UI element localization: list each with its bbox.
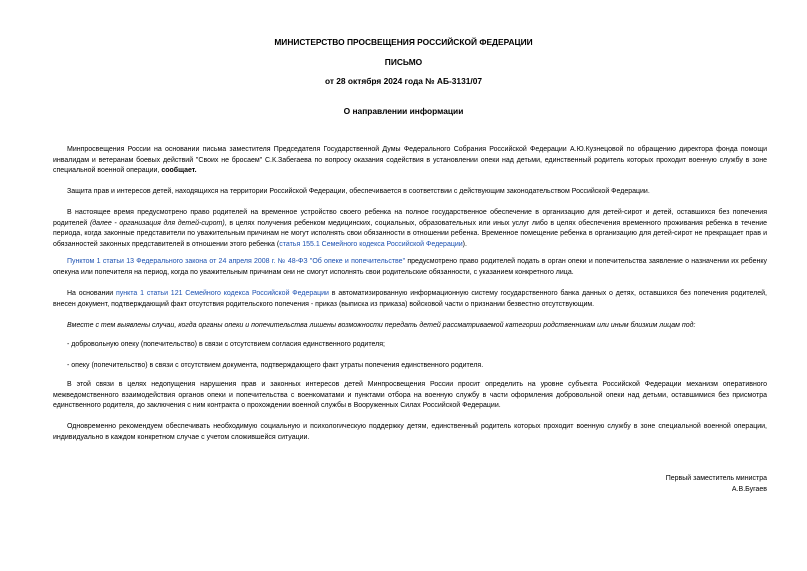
- signature-position: Первый заместитель министра: [665, 475, 767, 482]
- p3-italic: (далее - организация для детей-сирот): [89, 219, 225, 227]
- p3-text-a: В настоящее время предусмотрено право родителей на временное устройство своего ребенка на полное государственное обеспечение в организацию для детей-сирот и детей, оставшихся без попечения родителей: [53, 209, 767, 227]
- paragraph-cases-identified: Вместе с тем выявлены случаи, когда органы опеки и попечительства лишены возможности передать детей рассматриваемой категории родственникам или иным близким лицам под:: [67, 322, 696, 329]
- paragraph-temporary-placement: [53, 208, 767, 250]
- paragraph-protection: Защита прав и интересов детей, находящихся на территории Российской Федерации, обеспечивается в соответствии с действующим законодательством Российской Федерации.: [67, 188, 650, 195]
- paragraph-federal-law: [53, 257, 767, 278]
- p3-text-c: ).: [462, 240, 467, 248]
- p3-text-b: , в целях получения ребенком медицинских, социальных, образовательных или иных услуг либо в целях обеспечения временного проживания ребенка в течение периода, когда законные представители по уважительным причинам не могут исполнять свои обязанности в отношении ребенка. Временное помещение ребенка в организацию для детей-сирот не прекращает прав и обязанностей законных представителей в отношении этого ребенка (: [53, 219, 768, 248]
- document-date-number: от 28 октября 2024 года № АБ-3131/07: [324, 76, 483, 86]
- p5-text-a: На основании: [67, 290, 116, 297]
- federal-law-48-fz-link[interactable]: Пунктом 1 статьи 13 Федерального закона от 24 апреля 2008 г. № 48-ФЗ "Об опеке и попечительстве": [67, 258, 406, 265]
- signature-name: А.В.Бугаев: [731, 486, 767, 493]
- paragraph-data-bank: [53, 289, 767, 310]
- paragraph-intro-text: Минпросвещения России на основании письма заместителя Председателя Государственной Думы Федерального Собрания Российской Федерации А.Ю.Кузнецовой по обращению директора фонда помощи инвалидам и ветеранам боевых действий "Своих не бросаем" С.К.Забегаева по вопросу оказания содействия в установлении опеки над детьми, единственный родитель которых проходит военную службу в зоне специальной военной операции,: [53, 146, 767, 174]
- family-code-155-1-link[interactable]: статья 155.1 Семейного кодекса Российской Федерации: [279, 240, 463, 248]
- paragraph-request: В этой связи в целях недопущения нарушения прав и законных интересов детей Минпросвещения России просит определить на уровне субъекта Российской Федерации механизм оперативного межведомственного взаимодействия органов опеки и попечительства с военкоматами и пунктами отбора на военную службу в части оформления добровольной опеки над детьми, оставшимися без присмотра единственного родителя, до заключения с ним контракта о прохождении военной службы в Вооруженных Силах Российской Федерации.: [53, 381, 767, 409]
- p4-text: предусмотрено право родителей подать в орган опеки и попечительства заявление о назначении их ребенку опекуна или попечителя на период, когда по уважительным причинам они не смогут исполнять свои родительские обязанности, с указанием конкретного лица.: [53, 258, 768, 276]
- document-subject: О направлении информации: [343, 106, 464, 116]
- p5-text-b: в автоматизированную информационную систему государственного банка данных о детях, оставшихся без попечения родителей, внесен документ, подтверждающий факт отсутствия родительского попечения - приказ (выписка из приказа) войсковой части о признании безвестно отсутствующим.: [53, 290, 767, 308]
- paragraph-list-item-1: - добровольную опеку (попечительство) в связи с отсутствием согласия единственного родителя;: [67, 341, 385, 348]
- document-type: ПИСЬМО: [384, 57, 423, 67]
- paragraph-list-item-2: - опеку (попечительство) в связи с отсутствием документа, подтверждающего факт утраты попечения единственного родителя.: [67, 362, 484, 369]
- paragraph-recommendation: Одновременно рекомендуем обеспечивать необходимую социальную и психологическую поддержку детям, единственный родитель которых проходит военную службу в зоне специальной военной операции, индивидуально в каждом конкретном случае с учетом сложившейся ситуации.: [53, 423, 767, 441]
- paragraph-intro: [53, 145, 767, 177]
- ministry-title: МИНИСТЕРСТВО ПРОСВЕЩЕНИЯ РОССИЙСКОЙ ФЕДЕРАЦИИ: [274, 37, 533, 47]
- family-code-121-link[interactable]: пункта 1 статьи 121 Семейного кодекса Российской Федерации: [115, 290, 329, 297]
- paragraph-intro-bold: сообщает.: [161, 167, 197, 174]
